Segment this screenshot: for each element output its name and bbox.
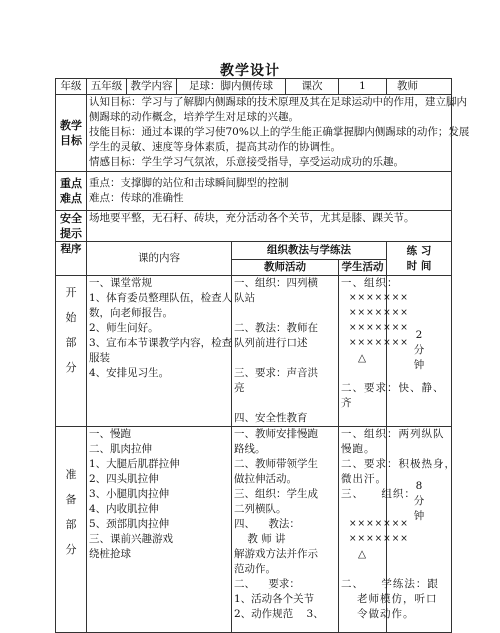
teacher-label: 教师 xyxy=(387,79,452,95)
opening-teacher-activity: 一、组织：四列横 队站 二、教法：教师在 队列前进行口述 三、要求：声音洪 亮 四、安全性教育 xyxy=(232,276,339,427)
objectives-content xyxy=(87,95,470,172)
formation-row: ××××××× xyxy=(349,338,409,348)
opening-time: 2 分 钟 xyxy=(387,276,452,427)
header-row xyxy=(56,242,452,260)
lesson-label: 课次 xyxy=(286,79,339,95)
warmup-teacher-activity: 一、教师安排慢跑 路线。 二、教师带领学生 做拉伸活动。 三、组织：学生成 二列横队。 四、 教法： 教 师 讲 解游戏方法并作示 范动作。 二、 要求： 1、活动各个关节 2、动作规范 3、 xyxy=(232,427,339,633)
objective-line: 学生的灵敏、速度等身体素质，提高其动作的协调性。 xyxy=(89,141,341,153)
key-points-row xyxy=(56,172,452,211)
warmup-student-activity: 一、组织：两列纵队 慢跑。 二、要求：积极热身， 微出汗。 三、 组织： ××××××× ××××××× △ 二、 学练法：跟 老师模仿，听口 令做动作。 xyxy=(339,427,387,633)
objectives-row xyxy=(56,95,452,172)
lesson-value: 1 xyxy=(339,79,387,95)
objective-line: 认知目标：学习与了解脚内侧踢球的技术原理及其在足球运动中的作用，建立脚内 xyxy=(89,96,467,108)
warmup-procedure: 准 备 部 分 xyxy=(56,427,87,633)
grade-value: 五年级 xyxy=(87,79,127,95)
objective-line: 侧踢球的动作概念，培养学生对足球的兴趣。 xyxy=(89,111,299,123)
page-title: 教学设计 xyxy=(220,63,280,79)
opening-content: 一、课堂常规 1、体育委员整理队伍，检查人 数，向老师报告。 2、师生问好。 3、宣布本节课教学内容，检查 服装 4、安排见习生。 xyxy=(87,276,232,427)
formation-row: ××××××× xyxy=(349,293,409,303)
key-points-content xyxy=(87,172,452,211)
objective-line: 情感目标：学生学习气氛浓，乐意接受指导，享受运动成功的乐趣。 xyxy=(89,156,404,168)
objective-line: 技能目标：通过本课的学习使70%以上的学生能正确掌握脚内侧踢球的动作；发展 xyxy=(89,126,470,138)
warmup-time: 8 分 钟 xyxy=(387,427,452,633)
lesson-plan-table xyxy=(55,78,470,633)
key-points-label: 重点难点 xyxy=(56,172,87,211)
formation-row: ××××××× xyxy=(349,519,409,529)
objectives-label: 教学目标 xyxy=(56,95,87,172)
safety-content: 场地要平整，无石籽、砖块，充分活动各个关节，尤其是膝、踝关节。 xyxy=(87,211,452,242)
content-label: 教学内容 xyxy=(127,79,177,95)
method-header: 组织教法与学练法 xyxy=(232,242,387,260)
teacher-position-icon: △ xyxy=(357,548,368,560)
content-header: 课的内容 xyxy=(87,242,232,276)
safety-label: 安全提示 xyxy=(56,211,87,242)
formation-row: ××××××× xyxy=(349,323,409,333)
grade-label: 年级 xyxy=(56,79,87,95)
info-row xyxy=(56,79,452,95)
practice-time-header: 练 习 时 间 xyxy=(387,242,452,276)
safety-row xyxy=(56,211,452,242)
warmup-content: 一、慢跑 二、肌肉拉伸 1、大腿后肌群拉伸 2、四头肌拉伸 3、小腿肌肉拉伸 4、内收肌拉伸 5、颈部肌肉拉伸 三、课前兴趣游戏 绕桩抢球 xyxy=(87,427,232,633)
formation-row: ××××××× xyxy=(349,308,409,318)
formation-row: ××××××× xyxy=(349,534,409,544)
opening-student-activity: 一、组织： ××××××× ××××××× ××××××× ××××××× △ 二、要求：快、静、 齐 xyxy=(339,276,387,427)
key-point-line: 重点：支撑脚的站位和击球瞬间脚型的控制 xyxy=(89,177,289,189)
opening-section-row xyxy=(56,276,452,427)
procedure-header: 程序 xyxy=(56,242,87,276)
teacher-position-icon: △ xyxy=(357,352,368,364)
teacher-activity-header: 教师活动 xyxy=(232,260,339,276)
key-point-line: 难点：传球的准确性 xyxy=(89,192,184,204)
student-activity-header: 学生活动 xyxy=(339,260,387,276)
content-value: 足球：脚内侧传球 xyxy=(177,79,286,95)
opening-procedure: 开 始 部 分 xyxy=(56,276,87,427)
warmup-section-row xyxy=(56,427,452,633)
